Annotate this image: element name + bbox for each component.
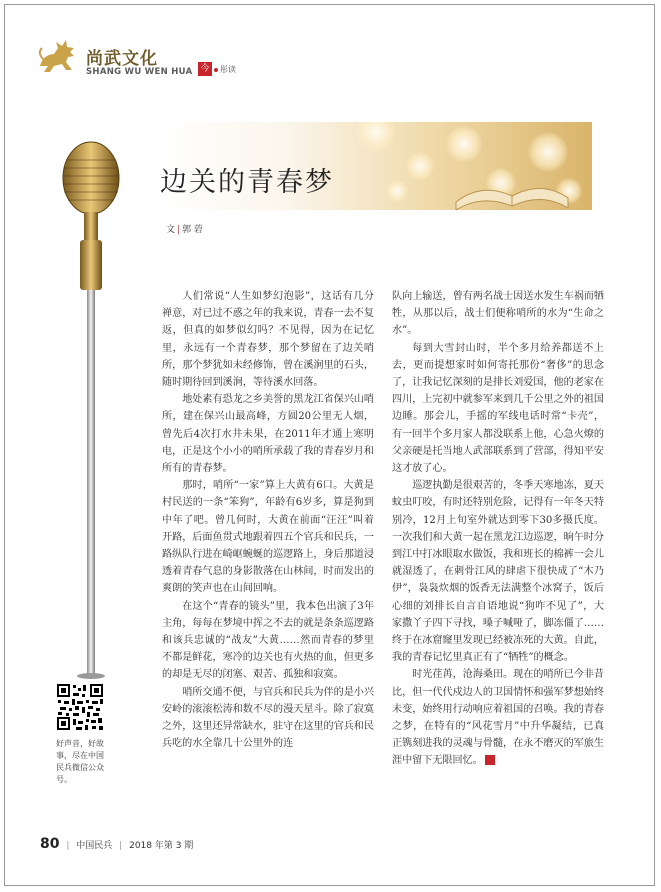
article-column-left (162, 288, 374, 752)
paragraph: 那时，哨所“一家”算上大黄有6口。大黄是村民送的一条“笨狗”，年龄有6岁多，算是狗到中年了吧。曾几何时，大黄在前面“汪汪”叫着开路，后面鱼贯式地跟着四五个官兵和民兵，一路纵队行进在崎岖蜿蜒的巡逻路上，身后那道浸透着青春气息的身影散落在山林间，时而发出的爽朗的笑声也在山间回响。 (162, 480, 374, 595)
paragraph: 巡逻执勤是很艰苦的，冬季天寒地冻，夏天蚊虫叮咬，有时还特别危险，记得有一年冬天特别冷，12月上旬室外就达到零下30多摄氏度。一次我们和大黄一起在黑龙江边巡逻，晌午时分到江中打冰眼取水做饭，我和班长的棉裤一会儿就湿透了，在刺骨江风的肆虐下很快成了“木乃伊”，袅袅炊烟的饭香无法满整个冰窝子，饭后心细的刘排长自言自语地说“狗咋不见了”，大家撒丫子四下寻找，嗓子喊哑了，脚冻僵了……终于在冰窟窿里发现已经被冻死的大黄。自此，我的青春记忆里真正有了“牺牲”的概念。 (392, 480, 604, 664)
paragraph: 队向上输送，曾有两名战士因送水发生车祸而牺牲，从那以后，战士们便称哨所的水为“生命之水”。 (392, 291, 604, 337)
bokeh-light (446, 126, 482, 162)
paragraph: 每到大雪封山时，半个多月给养都送不上去，更而提想家时如何寄托那份“奢侈”的思念了，让我记忆深刻的是排长刘爱国，他的老家在四川，上完初中就参军来到几千公里之外的祖国边睡。那会儿，手摇的军线电话时常“卡壳”，有一回半个多月家人都没联系上他，心急火燎的父亲硬是托当地人武部联系到了营部，得知平安这才放了心。 (392, 342, 604, 475)
byline-prefix: 文 (166, 225, 176, 235)
qr-caption: 好声音，好故事，尽在中国民兵微信公众号。 (56, 739, 104, 784)
bokeh-light (406, 152, 434, 180)
page-number: 80 (40, 836, 60, 852)
bokeh-light (386, 180, 408, 202)
paragraph: 哨所交通不便，与官兵和民兵为伴的是小兴安岭的滚滚松涛和数不尽的漫天星斗。除了寂寞之外，这里还异常缺水，驻守在这里的官兵和民兵吃的水全靠几十公里外的连 (162, 686, 374, 750)
brand-title: 尚武文化 (86, 49, 158, 69)
paragraph-text: 时光荏苒，沧海桑田。现在的哨所已今非昔比，但一代代戍边人的卫国情怀和强军梦想始终未变，始终用行动响应着祖国的召唤。我的青春之梦，在特有的“风花雪月”中升华凝结，已真正镌刻进我的灵魂与骨髓，在永不磨灭的军旅生涯中留下无限回忆。 (392, 669, 604, 767)
qilin-logo-icon (36, 36, 82, 76)
paragraph: 在这个“青春的镜头”里，我本色出演了3年主角，每每在梦境中挥之不去的就是条条巡逻路和该兵忠诚的“战友”大黄……然而青春的梦里不都是鲜花，寒冷的边关也有火热的血，但更多的却是无尽的闭塞、艰苦、孤独和寂寞。 (162, 600, 374, 681)
end-mark-icon (485, 755, 495, 765)
qr-code-icon (56, 683, 104, 731)
footer-separator: | (119, 841, 123, 851)
bokeh-light (356, 122, 396, 152)
page-footer (40, 836, 193, 852)
footer-separator: | (66, 841, 70, 851)
byline-separator: | (177, 225, 181, 235)
paragraph: 地处素有恐龙之乡美誉的黑龙江省保兴山哨所，建在保兴山最高峰，方圆20公里无人烟，曾先后4次打水井未果，在2011年才通上寒明电，正是这个小小的哨所承载了我的青春岁月和所有的青春梦。 (162, 394, 374, 475)
section-dot (214, 68, 218, 72)
brand-subtitle: SHANG WU WEN HUA (86, 67, 193, 77)
article-column-right (392, 288, 604, 770)
open-book-icon (452, 162, 572, 210)
article-title: 边关的青春梦 (160, 167, 334, 198)
magazine-name: 中国民兵 (76, 841, 113, 851)
paragraph: 人们常说“人生如梦幻泡影”，这话有几分禅意，对已过不惑之年的我来说，青春一去不复返，但真的如梦似幻吗？不见得，因为在记忆里，永远有一个青春梦，那个梦留在了边关哨所，那个梦犹如未经修饰，曾在溪涧里的石头，随时期待回到溪涧，等待溪水回落。 (162, 291, 374, 389)
section-label: 彤读 (220, 65, 236, 74)
microphone-icon (56, 140, 126, 680)
paragraph-last (392, 666, 604, 769)
byline (166, 222, 203, 235)
section-badge: 今 (198, 62, 212, 76)
issue-label: 2018 年第 3 期 (129, 841, 194, 851)
author-name: 郭 菪 (182, 225, 203, 235)
